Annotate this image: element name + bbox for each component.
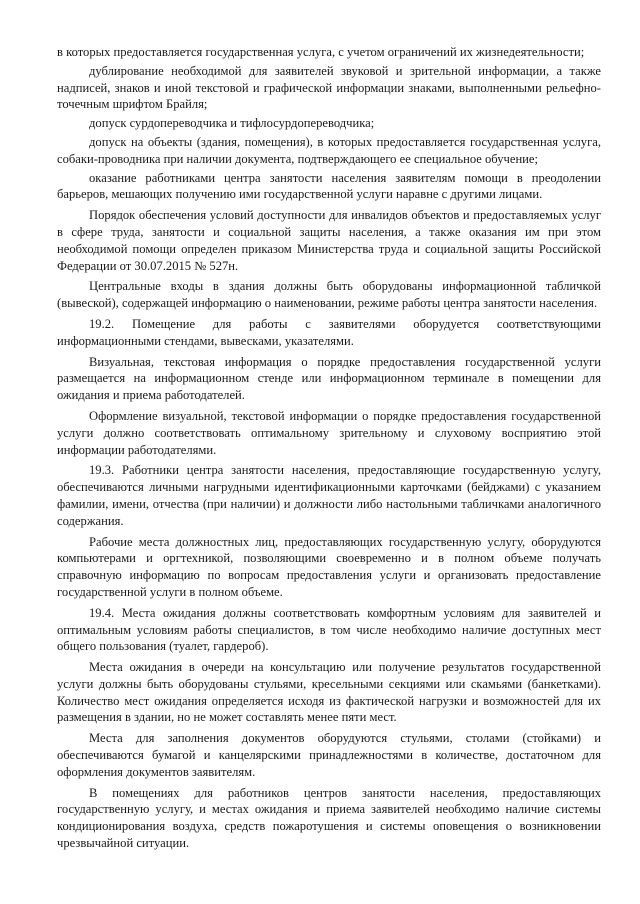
paragraph-4: допуск на объекты (здания, помещения), в которых предоставляется государственная услуга, собаки-проводника при наличии документа, подтверждающего ее специальное обучение; [57, 134, 601, 166]
paragraph-16: В помещениях для работников центров занятости населения, предоставляющих государственную услугу, и местах ожидания и приема заявителей необходимо наличие системы кондиционирования воздуха, средств пожаротушения и системы оповещения о возникновении чрезвычайной ситуации. [57, 785, 601, 851]
paragraph-13: 19.4. Места ожидания должны соответствовать комфортным условиям для заявителей и оптимальным условиям работы специалистов, в том числе необходимо наличие доступных мест общего пользования (туалет, гардероб). [57, 605, 601, 654]
paragraph-10: Оформление визуальной, текстовой информации о порядке предоставления государственной услуги должно соответствовать оптимальному зрительному и слуховому восприятию этой информации работодателями. [57, 408, 601, 457]
paragraph-6: Порядок обеспечения условий доступности для инвалидов объектов и предоставляемых услуг в сфере труда, занятости и социальной защиты населения, а также оказания им при этом необходимой помощи определен приказом Министерства труда и социальной защиты Российской Федерации от 30.07.2015 № 527н. [57, 208, 601, 273]
paragraph-11: 19.3. Работники центра занятости населения, предоставляющие государственную услугу, обеспечиваются личными нагрудными идентификационными карточками (бейджами) с указанием фамилии, имени, отчества (при наличии) и должности либо настольными табличками аналогичного содержания. [57, 463, 601, 528]
paragraph-1: в которых предоставляется государственная услуга, с учетом ограничений их жизнедеятельности; [57, 45, 585, 59]
document-page [57, 44, 601, 852]
paragraph-2: дублирование необходимой для заявителей звуковой и зрительной информации, а также надписей, знаков и иной текстовой и графической информации знаками, выполненными рельефно-точечным шрифтом Брайля; [57, 63, 601, 112]
paragraph-12: Рабочие места должностных лиц, предоставляющих государственную услугу, оборудуются компьютерами и оргтехникой, позволяющими своевременно и в полном объеме получать справочную информацию по вопросам предоставления услуги и организовать предоставление государственной услуги в полном объеме. [57, 534, 601, 599]
paragraph-7: Центральные входы в здания должны быть оборудованы информационной табличкой (вывеской), содержащей информацию о наименовании, режиме работы центра занятости населения. [57, 279, 601, 311]
paragraph-15: Места для заполнения документов оборудуются стульями, столами (стойками) и обеспечиваются бумагой и канцелярскими принадлежностями в количестве, достаточном для оформления документов заявителям. [57, 731, 601, 779]
paragraph-3: допуск сурдопереводчика и тифлосурдопереводчика; [89, 116, 375, 131]
paragraph-9: Визуальная, текстовая информация о порядке предоставления государственной услуги размещается на информационном стенде или информационном терминале в помещении для ожидания и приема работодателей. [57, 354, 601, 403]
paragraph-5: оказание работниками центра занятости населения заявителям помощи в преодолении барьеров, мешающих получению ими государственной услуги наравне с другими лицами. [57, 170, 601, 202]
paragraph-8: 19.2. Помещение для работы с заявителями оборудуется соответствующими информационными стендами, вывесками, указателями. [57, 316, 601, 348]
paragraph-14: Места ожидания в очереди на консультацию или получение результатов государственной услуги должны быть оборудованы стульями, кресельными секциями или скамьями (банкетками). Количество мест ожидания определяется исходя из фактической нагрузки и возможностей для их размещения в здании, но не может составлять менее пяти мест. [57, 660, 601, 725]
